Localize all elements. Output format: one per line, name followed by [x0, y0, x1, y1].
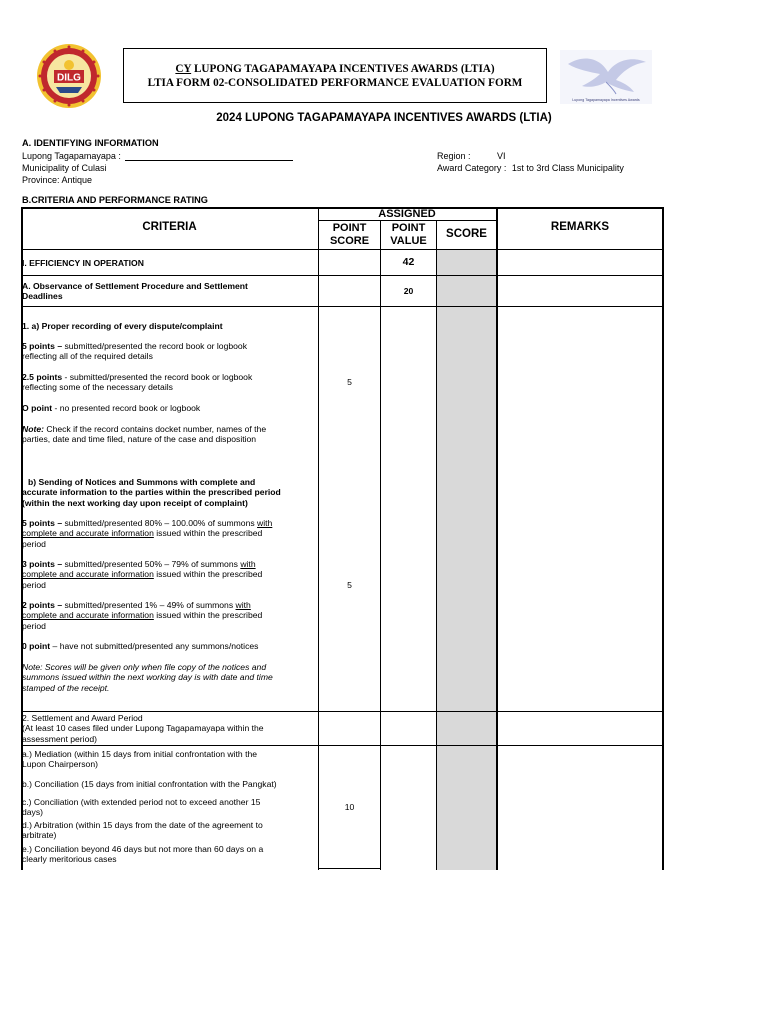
form-header-line-2: LTIA FORM 02-CONSOLIDATED PERFORMANCE EVALUATION FORM: [147, 77, 523, 89]
award-category-value: 1st to 3rd Class Municipality: [511, 163, 624, 173]
row-1b-2points: [22, 600, 262, 631]
row-1a-25points-text-2: reflecting some of the necessary details: [22, 382, 173, 393]
row-1b-title-3: (within the next working day upon receipt of complaint): [22, 497, 248, 508]
lupong-value-line[interactable]: [125, 151, 293, 161]
header-assigned: ASSIGNED: [378, 208, 436, 220]
header-point-value-1: POINT: [391, 222, 426, 234]
region-value: VI: [497, 151, 506, 161]
row-1b-title-2: accurate information to the parties within the prescribed period: [22, 487, 281, 498]
row-1b-note-3: stamped of the receipt.: [22, 682, 110, 693]
header-score: SCORE: [446, 228, 487, 240]
row-2-line-1: 2. Settlement and Award Period: [22, 713, 143, 723]
row-1a-note-text-2: parties, date and time filed, nature of the case and disposition: [22, 434, 257, 445]
score-cell-bottom: [318, 868, 381, 869]
row-1b-5points-underline: complete and accurate information: [22, 528, 154, 539]
province-text: Province: Antique: [22, 175, 93, 185]
row-2-point-score: 10: [344, 802, 355, 812]
header-point-score-1: POINT: [332, 222, 367, 234]
row-1a-note-text: Check if the record contains docket number, names of the: [43, 424, 267, 434]
row-1b-3points-underline: complete and accurate information: [22, 569, 154, 580]
form-header-line-1: [124, 62, 546, 76]
row-1b-2points-text: submitted/presented 1% – 49% of summons: [62, 600, 236, 610]
row-efficiency-label: I. EFFICIENCY IN OPERATION: [22, 258, 144, 268]
municipality-text: Municipality of Culasi: [22, 163, 107, 173]
row-2-line-2: (At least 10 cases filed under Lupong Tagapamayapa within the: [22, 723, 264, 734]
header-point-value: [381, 222, 436, 247]
row-1a-5points-text-2: reflecting all of the required details: [22, 351, 153, 362]
header-remarks: REMARKS: [550, 221, 610, 233]
form-header-box: [123, 48, 547, 103]
row-2c: [22, 797, 260, 818]
row-1b-2points-underline: complete and accurate information: [22, 610, 154, 621]
row-1a-note: [22, 424, 266, 445]
lupong-field: [22, 151, 293, 161]
row-1a-0points-bold: O point: [22, 403, 53, 413]
row-1b-3points: [22, 559, 262, 590]
row-observance-label: [22, 281, 248, 302]
row-2-label: [22, 713, 264, 744]
row-1a-0points-text: - no presented record book or logbook: [52, 403, 201, 413]
row-observance-value: 20: [403, 286, 414, 296]
row-1a-0points: [22, 403, 200, 413]
row-1b-point-score: 5: [347, 580, 352, 590]
row-1a-point-score: 5: [347, 377, 352, 387]
row-1b-5points-with: with: [257, 518, 273, 528]
row-2c-line-2: days): [22, 807, 44, 818]
row-line-4: [21, 745, 664, 746]
row-line-3: [21, 711, 664, 712]
row-2d-line-1: d.) Arbitration (within 15 days from the date of the agreement to: [22, 820, 263, 830]
row-1b-5points-bold: 5 points –: [22, 518, 63, 528]
section-a-heading: A. IDENTIFYING INFORMATION: [22, 138, 159, 148]
row-1a-5points-text: submitted/presented the record book or logbook: [62, 341, 248, 351]
row-1a-note-label: Note:: [22, 424, 44, 434]
dilg-logo-text: DILG: [57, 72, 81, 84]
table-right-border: [662, 207, 664, 870]
col-line-1: [318, 207, 319, 870]
row-observance-line-2: Deadlines: [22, 291, 63, 302]
award-category: [437, 163, 624, 173]
row-2d-line-2: arbitrate): [22, 830, 57, 841]
row-1b-5points-text: submitted/presented 80% – 100.00% of summons: [62, 518, 258, 528]
row-1a-title: 1. a) Proper recording of every dispute/complaint: [22, 321, 223, 331]
row-2e-line-1: e.) Conciliation beyond 46 days but not more than 60 days on a: [22, 844, 264, 854]
row-1a-25points: [22, 372, 252, 393]
row-1b-note-1: Note: Scores will be given only when file copy of the notices and: [22, 662, 267, 672]
row-1b-5points-text-3: period: [22, 538, 46, 549]
header-bottom-line: [21, 249, 664, 250]
row-1b-5points: [22, 518, 272, 549]
row-efficiency-value: 42: [402, 256, 415, 268]
ltia-dove-logo: [560, 50, 652, 104]
row-line-2: [21, 306, 664, 307]
row-2e-line-2: clearly meritorious cases: [22, 854, 117, 865]
dilg-seal-logo: [36, 43, 102, 109]
criteria-table: [21, 207, 664, 870]
row-1a-5points: [22, 341, 247, 362]
row-2b: b.) Conciliation (15 days from initial confrontation with the Pangkat): [22, 779, 277, 789]
col-line-4: [496, 207, 498, 870]
row-1b-0points-bold: 0 point: [22, 641, 51, 651]
header-point-score-2: SCORE: [329, 234, 370, 247]
cy-label: CY: [175, 63, 192, 75]
row-1a-25points-bold: 2.5 points: [22, 372, 63, 382]
award-category-label: Award Category :: [437, 163, 507, 173]
row-1b-3points-text: submitted/presented 50% – 79% of summons: [62, 559, 241, 569]
row-1b-2points-bold: 2 points –: [22, 600, 63, 610]
row-1b-3points-text-2: issued within the prescribed: [153, 569, 263, 580]
assigned-divider: [318, 220, 496, 221]
col-line-3: [436, 220, 437, 870]
row-1b-2points-text-3: period: [22, 620, 46, 631]
col-line-2: [380, 220, 381, 870]
header-point-value-2: VALUE: [390, 234, 427, 247]
score-column-shade: [437, 250, 496, 870]
row-1b-0points-text: – have not submitted/presented any summons/notices: [50, 641, 259, 651]
row-2-line-3: assessment period): [22, 733, 97, 744]
row-1b-2points-with: with: [235, 600, 251, 610]
row-1b-3points-with: with: [240, 559, 256, 569]
row-1b-5points-text-2: issued within the prescribed: [153, 528, 263, 539]
row-2a-line-1: a.) Mediation (within 15 days from initial confrontation with the: [22, 749, 258, 759]
row-2e: [22, 844, 263, 865]
row-1b-note: [22, 662, 273, 693]
row-1b-3points-bold: 3 points –: [22, 559, 63, 569]
row-1a-25points-text: - submitted/presented the record book or logbook: [62, 372, 253, 382]
lupong-label: Lupong Tagapamayapa :: [22, 151, 121, 161]
header-line-1-text: LUPONG TAGAPAMAYAPA INCENTIVES AWARDS (LTIA): [191, 63, 495, 75]
section-b-heading: B.CRITERIA AND PERFORMANCE RATING: [22, 195, 208, 205]
row-2a: [22, 749, 257, 770]
row-1b-3points-text-3: period: [22, 579, 46, 590]
row-2a-line-2: Lupon Chairperson): [22, 759, 98, 770]
row-2d: [22, 820, 263, 841]
ltia-logo-caption: Lupong Tagapamayapa Incentives Awards: [572, 98, 640, 102]
row-line-1: [21, 275, 664, 276]
row-1b-2points-text-2: issued within the prescribed: [153, 610, 263, 621]
row-2c-line-1: c.) Conciliation (with extended period not to exceed another 15: [22, 797, 261, 807]
page-title: 2024 LUPONG TAGAPAMAYAPA INCENTIVES AWARDS (LTIA): [216, 112, 552, 124]
region-label: Region :: [437, 151, 471, 161]
header-criteria: CRITERIA: [142, 221, 197, 233]
row-1b-note-2: summons issued within the next working day is with date and time: [22, 672, 273, 683]
row-1b-title: [22, 477, 281, 508]
row-1a-5points-bold: 5 points –: [22, 341, 63, 351]
row-1b-title-1: b) Sending of Notices and Summons with complete and: [28, 477, 256, 487]
header-point-score: [319, 222, 380, 247]
row-1b-0points: [22, 641, 258, 651]
row-observance-line-1: A. Observance of Settlement Procedure and Settlement: [22, 281, 248, 291]
